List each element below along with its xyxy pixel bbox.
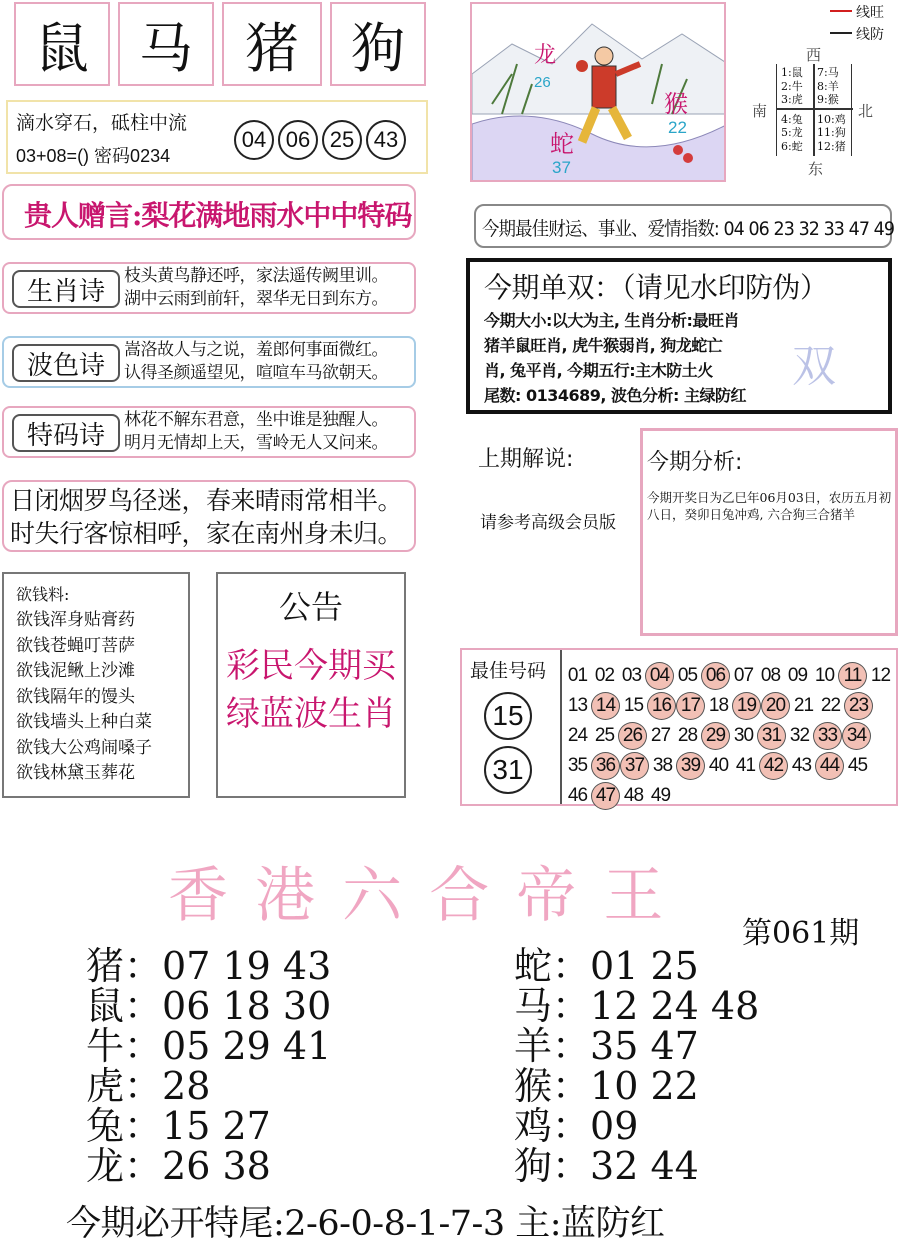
zodiac-nums: 07 19 43 <box>162 944 332 988</box>
zodiac-name: 猪 <box>86 944 125 988</box>
number-cell: 08 <box>760 665 781 686</box>
zodiac-nums: 12 24 48 <box>590 984 760 1028</box>
number-cell: 02 <box>594 665 615 686</box>
number-cell: 23 <box>844 692 873 720</box>
proverb-balls <box>234 120 410 160</box>
big-poem-line: 时失行客惊相呼，家在南州身未归。 <box>10 519 403 548</box>
zodiac-number-list-right <box>514 946 759 1186</box>
number-cell: 29 <box>701 722 730 750</box>
yuqian-list <box>16 608 152 787</box>
number-cell: 36 <box>591 752 620 780</box>
zodiac-number-row: 马：12 24 48 <box>514 984 760 1028</box>
poem-label: 生肖诗 <box>12 270 120 308</box>
analysis-title: 今期分析: <box>647 450 743 475</box>
yuqian-item: 欲钱隔年的馒头 <box>16 686 135 707</box>
last-explain-text: 请参考高级会员版 <box>480 513 616 533</box>
yuqian-item: 欲钱浑身贴膏药 <box>16 610 135 630</box>
number-cell: 27 <box>650 725 671 746</box>
big-poem-line: 日闭烟罗鸟径迷，春来晴雨常相半。 <box>10 486 403 515</box>
notice-title: 公告 <box>278 588 343 626</box>
zodiac-name: 龙 <box>86 1144 125 1188</box>
number-cell: 19 <box>732 692 761 720</box>
compass-cell: 5:龙 <box>781 126 803 139</box>
poem-row <box>2 336 416 388</box>
zodiac-number-row: 牛：05 29 41 <box>86 1024 332 1068</box>
zodiac-name: 兔 <box>86 1104 125 1148</box>
compass-cell: 3:虎 <box>781 93 803 106</box>
poem-line: 林花不解东君意，坐中谁是独醒人。 <box>124 410 388 430</box>
zodiac-number-row: 羊：35 47 <box>514 1024 699 1068</box>
danshuang-title: 今期单双：（请见水印防伪） <box>484 271 828 304</box>
number-cell: 24 <box>567 725 588 746</box>
number-cell: 14 <box>591 692 620 720</box>
best-numbers-divider <box>560 650 562 804</box>
number-cell: 28 <box>677 725 698 746</box>
number-ball: 43 <box>366 120 406 160</box>
number-cell: 48 <box>623 785 644 806</box>
poem-row <box>2 262 416 314</box>
poem-text <box>124 409 420 455</box>
best-numbers-box <box>460 648 898 806</box>
number-cell: 49 <box>650 785 671 806</box>
notice-line: 彩民今期买 <box>226 646 396 686</box>
number-cell: 43 <box>791 755 812 776</box>
number-cell: 37 <box>620 752 649 780</box>
compass-cell: 2:牛 <box>781 79 803 93</box>
compass-cell: 12:猪 <box>817 139 846 153</box>
zodiac-number-row: 鼠：06 18 30 <box>86 984 332 1028</box>
zodiac-name: 鸡 <box>514 1104 553 1148</box>
zodiac-nums: 01 25 <box>590 944 699 988</box>
zodiac-picture <box>470 2 726 182</box>
poem-line: 枝头黄鸟静还呼，家法遥传阙里训。 <box>124 266 388 286</box>
number-cell: 35 <box>567 755 588 776</box>
yuqian-item: 欲钱墙头上种白菜 <box>16 712 152 732</box>
compass-cell: 8:羊 <box>817 79 839 93</box>
zodiac-nums: 10 22 <box>590 1064 699 1108</box>
zodiac-name: 鼠 <box>86 984 125 1028</box>
compass-north: 北 <box>858 102 874 120</box>
notice-box <box>216 572 406 798</box>
number-cell: 45 <box>847 755 868 776</box>
number-cell: 33 <box>813 722 842 750</box>
top-zodiac-tile: 马 <box>118 2 214 86</box>
number-cell: 10 <box>814 665 835 686</box>
zodiac-number-row: 虎：28 <box>86 1064 211 1108</box>
number-cell: 30 <box>733 725 754 746</box>
pic-label: 龙 <box>534 43 557 68</box>
compass-south: 南 <box>752 102 768 120</box>
number-cell: 18 <box>708 695 729 716</box>
zodiac-number-row: 龙：26 38 <box>86 1144 271 1188</box>
pic-label: 蛇 <box>550 130 574 158</box>
number-cell: 32 <box>789 725 810 746</box>
zodiac-name: 牛 <box>86 1024 125 1068</box>
number-cell: 07 <box>733 665 754 686</box>
compass <box>750 4 900 184</box>
analysis-box <box>640 428 898 636</box>
yuqian-item: 欲钱苍蝇叮菩萨 <box>16 635 135 656</box>
number-cell: 06 <box>701 662 730 690</box>
compass-col <box>817 66 846 153</box>
issue-number: 第061期 <box>742 916 860 951</box>
analysis-text: 今期开奖日为乙巳年06月03日，农历五月初八日，癸卯日兔冲鸡, 六合狗三合猪羊 <box>647 490 892 522</box>
poem-label: 特码诗 <box>12 414 120 452</box>
number-cell: 05 <box>677 665 698 686</box>
guiren-text: 贵人赠言:梨花满地雨水中中特码 <box>24 199 412 232</box>
zodiac-number-row: 狗：32 44 <box>514 1144 699 1188</box>
danshuang-box <box>466 258 892 414</box>
zodiac-nums: 06 18 30 <box>162 984 332 1028</box>
zodiac-nums: 05 29 41 <box>162 1024 332 1068</box>
number-cell: 34 <box>842 722 871 750</box>
poem-line: 认得圣颜遥望见，喧喧车马欲朝天。 <box>124 363 388 383</box>
number-cell: 41 <box>735 755 756 776</box>
danshuang-lines <box>484 308 746 408</box>
big-poem-box <box>2 480 416 552</box>
pic-number: 26 <box>534 74 551 91</box>
number-cell: 40 <box>708 755 729 776</box>
zodiac-nums: 35 47 <box>590 1024 699 1068</box>
password-line: 03+08=() 密码0234 <box>16 146 171 166</box>
compass-grid <box>776 64 852 156</box>
zodiac-nums: 32 44 <box>590 1144 699 1188</box>
number-cell: 38 <box>652 755 673 776</box>
top-zodiac-tile: 狗 <box>330 2 426 86</box>
zodiac-number-row: 蛇：01 25 <box>514 944 699 988</box>
proverb-line: 滴水穿石，砥柱中流 <box>16 112 188 134</box>
legend-text: 线防 <box>856 27 884 43</box>
zodiac-nums: 26 38 <box>162 1144 271 1188</box>
footer-text: 今期必开特尾:2-6-0-8-1-7-3 主:蓝防红 <box>66 1204 665 1244</box>
zodiac-nums: 28 <box>162 1064 211 1108</box>
compass-cell: 4:兔 <box>781 112 803 126</box>
big-poem <box>10 484 402 550</box>
number-cell: 15 <box>623 695 644 716</box>
zodiac-number-row: 兔：15 27 <box>86 1104 271 1148</box>
compass-col <box>781 66 803 153</box>
top-zodiac-tile: 鼠 <box>14 2 110 86</box>
pic-number: 37 <box>552 158 571 177</box>
poem-line: 明月无情却上天，雪岭无人又问来。 <box>124 433 388 453</box>
compass-cell: 1:鼠 <box>781 66 803 79</box>
notice-line: 绿蓝波生肖 <box>226 694 396 734</box>
compass-cell: 9:猴 <box>817 93 839 106</box>
number-cell: 21 <box>793 695 814 716</box>
number-cell: 46 <box>567 785 588 806</box>
number-cell: 17 <box>676 692 705 720</box>
compass-divider <box>813 64 815 156</box>
last-explain-title: 上期解说: <box>478 447 574 472</box>
poem-label: 波色诗 <box>12 344 120 382</box>
number-ball: 25 <box>322 120 362 160</box>
number-cell: 31 <box>757 722 786 750</box>
number-cell: 26 <box>618 722 647 750</box>
zodiac-name: 羊 <box>514 1024 553 1068</box>
compass-cell: 6:蛇 <box>781 139 803 153</box>
top-zodiac-tile: 猪 <box>222 2 322 86</box>
compass-cell: 7:马 <box>817 66 839 79</box>
zodiac-number-row: 猴：10 22 <box>514 1064 699 1108</box>
yuqian-title: 欲钱料: <box>16 585 70 604</box>
number-cell: 39 <box>676 752 705 780</box>
notice-body <box>226 642 396 738</box>
number-cell: 13 <box>567 695 588 716</box>
number-cell: 11 <box>838 662 867 690</box>
zodiac-name: 马 <box>514 984 553 1028</box>
number-cell: 47 <box>591 782 620 810</box>
danshuang-line: 肖, 兔平肖, 今期五行:主木防土火 <box>484 361 713 380</box>
number-cell: 25 <box>594 725 615 746</box>
danshuang-line: 猪羊鼠旺肖, 虎牛猴弱肖, 狗龙蛇亡 <box>484 336 723 355</box>
compass-cell: 11:狗 <box>817 126 846 139</box>
guiren-box <box>2 184 416 240</box>
number-cell: 09 <box>787 665 808 686</box>
zodiac-number-row: 鸡：09 <box>514 1104 639 1148</box>
best-index-box <box>474 204 895 248</box>
proverb-box <box>6 100 428 174</box>
best-numbers-title: 最佳号码 <box>470 660 547 682</box>
danshuang-line: 尾数: 0134689, 波色分析: 主绿防红 <box>484 386 747 405</box>
banner-title: 香 港 六 合 帝 王 <box>168 861 668 931</box>
legend-black-line <box>830 32 852 34</box>
number-cell: 01 <box>567 665 588 686</box>
number-ball: 06 <box>278 120 318 160</box>
zodiac-nums: 15 27 <box>162 1104 271 1148</box>
best-index-text: 今期最佳财运、事业、爱情指数: 04 06 23 32 33 47 49 <box>482 218 895 240</box>
danshuang-line: 今期大小:以大为主, 生肖分析:最旺肖 <box>484 311 739 330</box>
number-cell: 44 <box>815 752 844 780</box>
number-ball: 04 <box>234 120 274 160</box>
poem-text <box>124 265 420 311</box>
compass-west: 西 <box>806 46 822 64</box>
zodiac-name: 猴 <box>514 1064 553 1108</box>
poem-row <box>2 406 416 458</box>
number-cell: 20 <box>761 692 790 720</box>
number-cell: 03 <box>621 665 642 686</box>
pic-label: 猴 <box>664 90 688 118</box>
number-cell: 42 <box>759 752 788 780</box>
pic-number: 22 <box>668 118 687 137</box>
best-pick-ball: 31 <box>484 746 532 794</box>
number-cell: 22 <box>820 695 841 716</box>
poem-line: 嵩洛故人与之说，羞郎何事面微红。 <box>124 340 388 360</box>
poem-text <box>124 339 420 385</box>
yuqian-item: 欲钱大公鸡闹嗓子 <box>16 737 152 758</box>
compass-cell: 10:鸡 <box>817 112 846 126</box>
poem-line: 湖中云雨到前轩，翠华无日到东方。 <box>124 289 388 309</box>
legend-text: 线旺 <box>856 5 884 21</box>
number-grid <box>564 660 894 810</box>
number-cell: 12 <box>870 665 891 686</box>
zodiac-name: 蛇 <box>514 944 553 988</box>
yuqian-item: 欲钱泥鳅上沙滩 <box>16 661 135 681</box>
zodiac-name: 虎 <box>86 1064 125 1108</box>
best-pick-ball: 15 <box>484 692 532 740</box>
zodiac-number-list-left <box>86 946 331 1186</box>
legend-red-line <box>830 10 852 12</box>
compass-east: 东 <box>808 160 824 178</box>
number-cell: 16 <box>647 692 676 720</box>
zodiac-name: 狗 <box>514 1144 553 1188</box>
zodiac-number-row: 猪：07 19 43 <box>86 944 332 988</box>
yuqian-item: 欲钱林黛玉葬花 <box>16 763 135 783</box>
yuqian-box <box>2 572 190 798</box>
watermark: 双 <box>792 341 836 392</box>
number-cell: 04 <box>645 662 674 690</box>
zodiac-nums: 09 <box>590 1104 639 1148</box>
